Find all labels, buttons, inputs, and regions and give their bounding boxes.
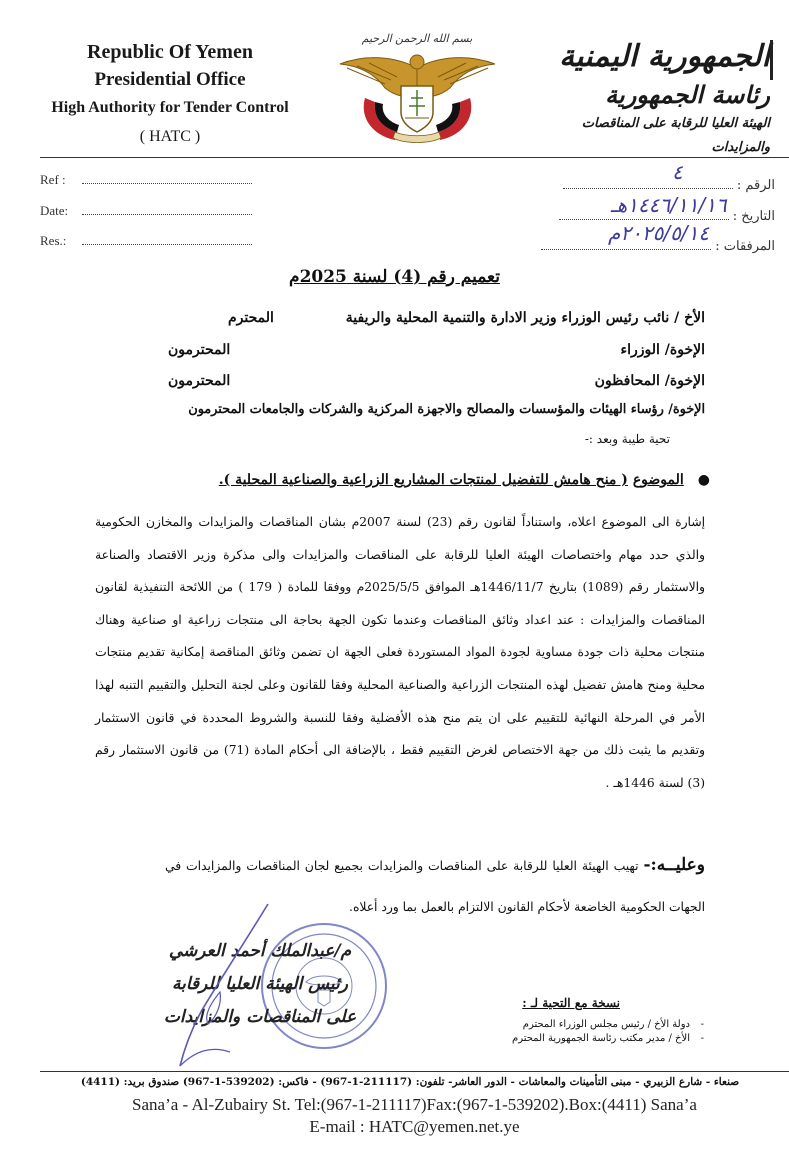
english-letterhead bbox=[40, 38, 300, 152]
basmala-caption: بسم الله الرحمن الرحيم bbox=[361, 32, 473, 45]
yemen-eagle-emblem bbox=[335, 28, 500, 148]
addressee-row bbox=[160, 342, 705, 362]
addressee-title: المحترم bbox=[228, 310, 274, 326]
addressee-title: المحترمون bbox=[168, 342, 231, 358]
subject-text: ( منح هامش للتفضيل لمنتجات المشاريع الزراعية والصناعية المحلية ). bbox=[218, 472, 628, 488]
body-paragraph: إشارة الى الموضوع اعلاه، واستناداً لقانون رقم (23) لسنة 2007م بشان المناقصات والمزايدات والمخازن الحكومية والذي حدد مهام واختصاصات الهيئة العليا للرقابة على المناقصات والمزايدات والى مذكرة وزير الاقتصاد والصناعة والاستثمار رقم (1089) بتاريخ 1446/11/7هـ الموافق 2025/5/5م ووفقا للمادة ( 179 ) من اللائحة التنفيذية لقانون المناقصات والمزايدات : عند اعداد وثائق المناقصات وعندما تكون الجهة بحاجة الى منتجات زراعية او صناعية وهناك منتجات محلية ذات جودة مساوية لجودة المواد المستوردة فعلى الجهة ان تضمن وثائق المناقصة إمكانية تقديم منتجات محلية ومنح هامش تفضيل لهذه المنتجات الزراعية والصناعية المحلية وفقا للقانون وعلى لجنة التحليل والتقييم التنبه لهذا الأمر في المرحلة النهائية للتقييم على ان يتم منح هذه الأفضلية وفقا للنسبة والشروط المحددة في قانون الاستثمار وتقديم ما يثبت ذلك من جهة الاختصاص لغرض التقييم فقط ، بالإضافة الى أحكام المادة (71) من قانون الاستثمار رقم (3) لسنة 1446هـ . bbox=[95, 515, 706, 790]
number-field-ar bbox=[530, 160, 775, 193]
en-authority: High Authority for Tender Control bbox=[51, 99, 289, 116]
addressee-name: الإخوة/ رؤساء الهيئات والمؤسسات والمصالح والاجهزة المركزية والشركات والجامعات المحترمون bbox=[188, 402, 705, 417]
footer-en bbox=[40, 1094, 789, 1138]
conclusion-lead: وعليــه:- bbox=[643, 855, 705, 875]
en-country: Republic Of Yemen bbox=[87, 41, 253, 63]
bullet-icon: ● bbox=[697, 472, 710, 488]
addressee-name: الأخ / نائب رئيس الوزراء وزير الادارة والتنمية المحلية والريفية bbox=[345, 310, 705, 326]
attachments-label-ar: المرفقات : bbox=[715, 239, 775, 254]
date-field-en bbox=[40, 203, 300, 219]
addressee-name: الإخوة/ الوزراء bbox=[620, 342, 705, 358]
en-office: Presidential Office bbox=[94, 69, 246, 90]
number-value: ٤ bbox=[671, 160, 683, 184]
handwritten-signature bbox=[150, 900, 280, 1070]
signatory-name: م/عبدالملك أحمد العرشي bbox=[168, 941, 352, 961]
date-label: Date: bbox=[40, 203, 69, 218]
conclusion-text: تهيب الهيئة العليا للرقابة على المناقصات والمزايدات بجميع لجان المناقصات والمزايدات في الجهات الحكومية الخاضعة لأحكام القانون الالتزام بالعمل بما ورد أعلاه. bbox=[165, 859, 705, 914]
letterhead-divider-mark bbox=[770, 40, 773, 80]
list-item: - دولة الأخ / رئيس مجلس الوزراء المحترم bbox=[522, 1019, 704, 1030]
res-label: Res.: bbox=[40, 233, 67, 248]
addressee-name: الإخوة/ المحافظون bbox=[594, 373, 705, 389]
signatory-title-cont: على المناقصات والمزايدات bbox=[163, 1007, 357, 1027]
res-field-en bbox=[40, 233, 300, 249]
cc-list bbox=[370, 1018, 704, 1046]
ref-label: Ref : bbox=[40, 172, 66, 187]
attachments-field-ar bbox=[530, 221, 775, 254]
addressee-row bbox=[160, 373, 705, 393]
addressee-title: المحترمون bbox=[168, 373, 231, 389]
ar-country: الجمهورية اليمنية bbox=[559, 39, 770, 74]
greeting: تحية طيبة وبعد :- bbox=[584, 432, 670, 446]
subject-label: الموضوع bbox=[632, 472, 684, 488]
footer-address-en: Sana’a - Al-Zubairy St. Tel:(967-1-211117)Fax:(967-1-539202).Box:(4411) Sana’a bbox=[132, 1095, 697, 1114]
addressee-row bbox=[160, 310, 705, 330]
ref-field-en bbox=[40, 172, 300, 188]
footer-address-ar: صنعاء - شارع الزبيري - مبنى التأمينات والمعاشات - الدور العاشر- تلفون: (211117-1-967) - فاكس: (539202-1-967) صندوق بريد: (4411) bbox=[80, 1076, 740, 1088]
signatory-title: رئيس الهيئة العليا للرقابة bbox=[172, 974, 348, 994]
arabic-letterhead bbox=[520, 36, 770, 160]
header-rule bbox=[40, 157, 789, 158]
cc-title: نسخة مع التحية لـ : bbox=[522, 996, 620, 1010]
cc-recipient: الأخ / مدير مكتب رئاسة الجمهورية المحترم bbox=[512, 1033, 690, 1044]
ar-authority: الهيئة العليا للرقابة على المناقصات والمزايدات bbox=[581, 116, 770, 155]
footer-email: E-mail : HATC@yemen.net.ye bbox=[309, 1117, 520, 1136]
date-label-ar: التاريخ : bbox=[732, 209, 775, 224]
greg-date-value: ٢٠٢٥/٥/١٤م bbox=[608, 221, 710, 245]
en-acronym: ( HATC ) bbox=[139, 128, 201, 145]
footer-rule bbox=[40, 1071, 789, 1072]
addressee-row bbox=[160, 402, 705, 422]
subject-line bbox=[150, 472, 710, 488]
number-label-ar: الرقم : bbox=[736, 178, 775, 193]
list-item: - الأخ / مدير مكتب رئاسة الجمهورية المحترم bbox=[512, 1033, 704, 1044]
hijri-date-value: ١٤٤٦/١١/١٦هـ bbox=[610, 193, 727, 217]
ar-office: رئاسة الجمهورية bbox=[605, 80, 770, 109]
circular-title: تعميم رقم (4) لسنة 2025م bbox=[289, 267, 500, 287]
cc-recipient: دولة الأخ / رئيس مجلس الوزراء المحترم bbox=[522, 1019, 690, 1030]
